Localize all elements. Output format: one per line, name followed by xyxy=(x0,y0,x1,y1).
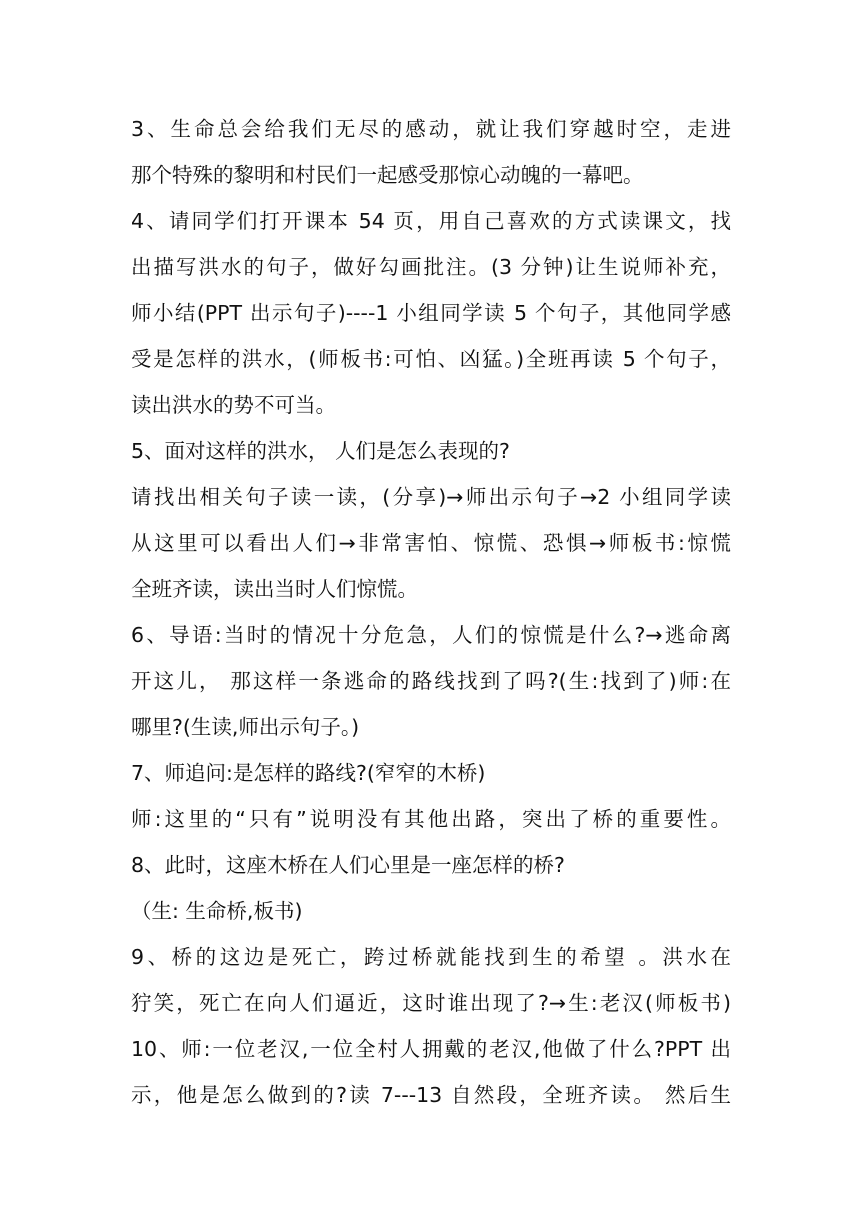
text-line: 5、面对这样的洪水， 人们是怎么表现的? xyxy=(131,439,510,463)
lesson-text-block xyxy=(131,106,731,1118)
text-line: 师小结(PPT 出示句子)----1 小组同学读 5 个句子，其他同学感 xyxy=(131,301,731,325)
text-line: 出描写洪水的句子，做好勾画批注。(3 分钟)让生说师补充， xyxy=(131,255,731,279)
text-line: 4、请同学们打开课本 54 页，用自己喜欢的方式读课文，找 xyxy=(131,209,731,233)
text-line: 6、导语:当时的情况十分危急，人们的惊慌是什么?→逃命离 xyxy=(131,623,731,647)
text-line: 从这里可以看出人们→非常害怕、惊慌、恐惧→师板书:惊慌 xyxy=(131,531,731,555)
text-line: 哪里?(生读,师出示句子。) xyxy=(131,715,360,739)
text-line: 那个特殊的黎明和村民们一起感受那惊心动魄的一幕吧。 xyxy=(131,163,644,187)
text-line: 受是怎样的洪水，(师板书:可怕、凶猛。)全班再读 5 个句子， xyxy=(131,347,731,371)
text-line: 师:这里的“只有”说明没有其他出路，突出了桥的重要性。 xyxy=(131,807,731,831)
text-line: 3、生命总会给我们无尽的感动，就让我们穿越时空，走进 xyxy=(131,117,731,141)
text-line: 8、此时，这座木桥在人们心里是一座怎样的桥? xyxy=(131,853,565,877)
text-line: 示，他是怎么做到的?读 7---13 自然段，全班齐读。 然后生 xyxy=(131,1083,731,1107)
text-line: 开这儿， 那这样一条逃命的路线找到了吗?(生:找到了)师:在 xyxy=(131,669,731,693)
text-line: （生: 生命桥,板书) xyxy=(131,899,303,923)
text-line: 读出洪水的势不可当。 xyxy=(131,393,336,417)
text-line: 狞笑，死亡在向人们逼近，这时谁出现了?→生:老汉(师板书) xyxy=(131,991,731,1015)
text-line: 10、师:一位老汉,一位全村人拥戴的老汉,他做了什么?PPT 出 xyxy=(131,1037,731,1061)
text-line: 请找出相关句子读一读，(分享)→师出示句子→2 小组同学读 xyxy=(131,485,731,509)
text-line: 7、师追问:是怎样的路线?(窄窄的木桥) xyxy=(131,761,486,785)
text-line: 9、桥的这边是死亡，跨过桥就能找到生的希望 。洪水在 xyxy=(131,945,731,969)
text-line: 全班齐读，读出当时人们惊慌。 xyxy=(131,577,418,601)
